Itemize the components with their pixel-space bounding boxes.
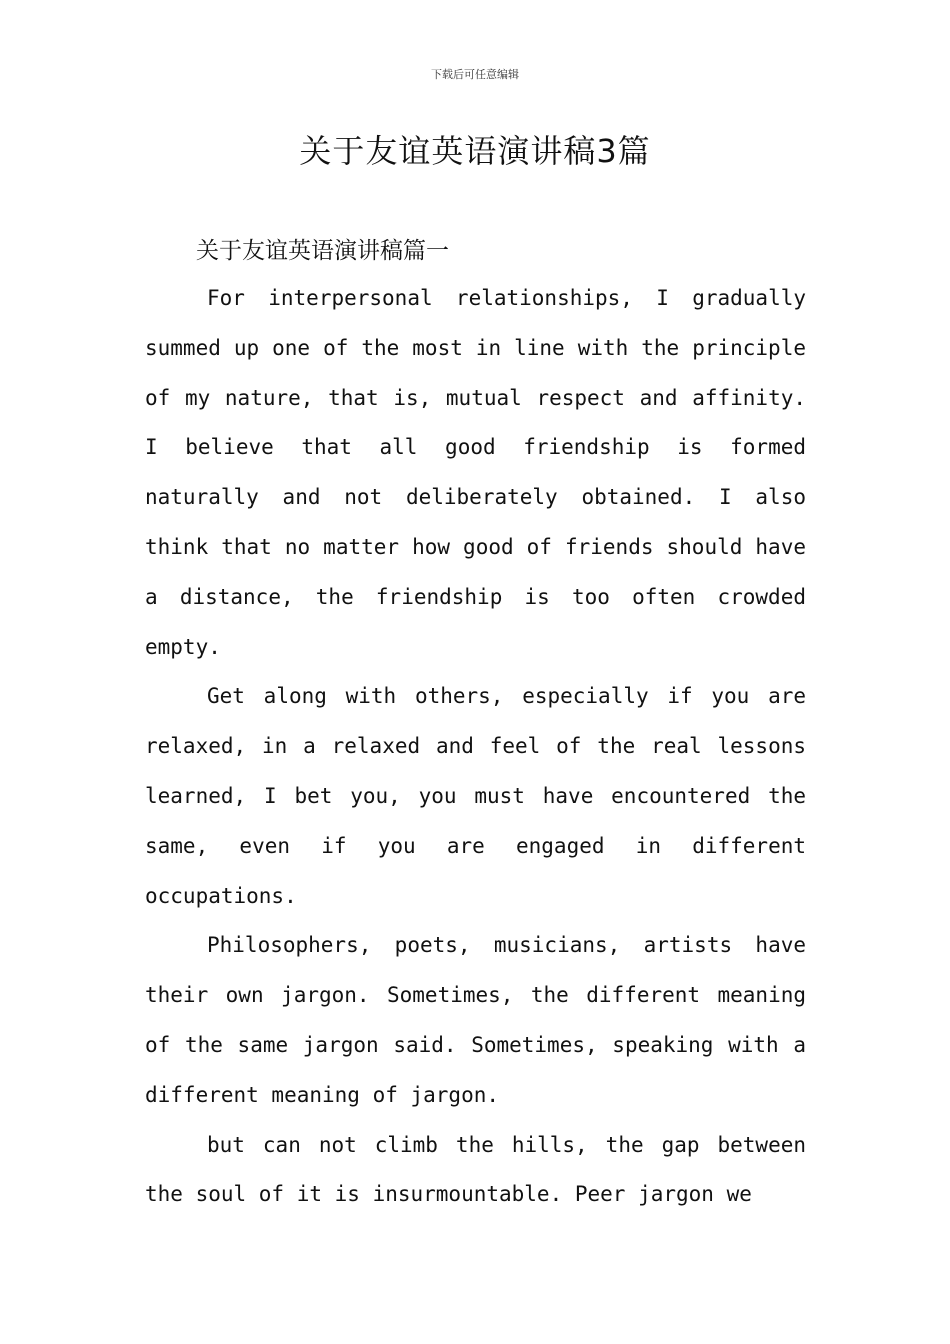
body-text xyxy=(145,274,806,1220)
page-title: 关于友谊英语演讲稿3篇 xyxy=(299,132,651,170)
paragraph-4: but can not climb the hills, the gap between the soul of it is insurmountable. Peer jargon we xyxy=(145,1132,806,1207)
section-heading: 关于友谊英语演讲稿篇一 xyxy=(196,238,449,264)
header-note: 下载后可任意编辑 xyxy=(431,68,519,81)
paragraph-2: Get along with others, especially if you are relaxed, in a relaxed and feel of the real lessons learned, I bet you, you must have encountered the same, even if you are engaged in different occupations. xyxy=(145,684,806,908)
paragraph-1: For interpersonal relationships, I gradually summed up one of the most in line with the principle of my nature, that is, mutual respect and affinity. I believe that all good friendship is formed naturally and not deliberately obtained. I also think that no matter how good of friends should have a distance, the friendship is too often crowded empty. xyxy=(145,286,806,659)
paragraph-3: Philosophers, poets, musicians, artists have their own jargon. Sometimes, the different meaning of the same jargon said. Sometimes, speaking with a different meaning of jargon. xyxy=(145,933,806,1107)
